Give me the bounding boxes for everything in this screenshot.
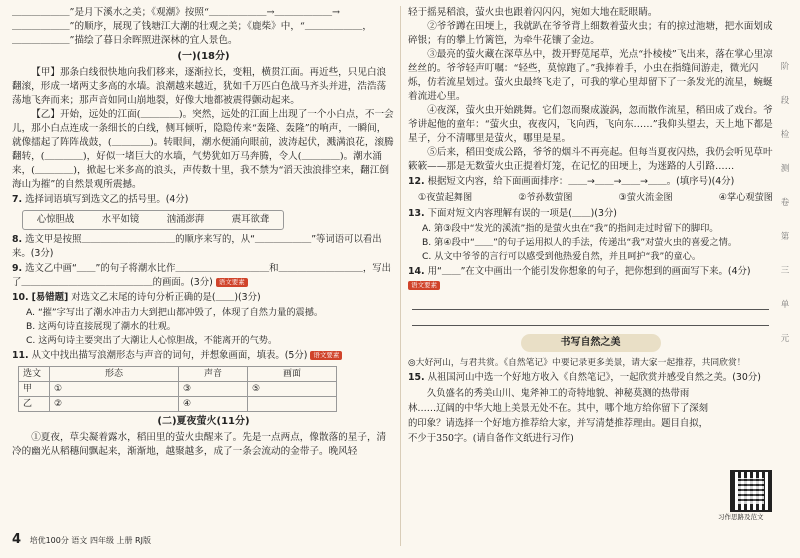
passage2-para-2: ②爷爷蹲在田埂上，我就趴在爷爷背上细数着萤火虫；有的掠过池塘，把水面划成碎银；有的攀上竹篱笆，为牵牛花镶了金边。 bbox=[408, 21, 773, 46]
q12-choice-2: ②爷孙数萤图 bbox=[518, 192, 573, 203]
intro-note: ◎大好河山，与君共赏。《自然笔记》中要记录更多美景，请大家一起推荐，共同欣赏！ bbox=[408, 358, 746, 368]
q13-option-b: B. 第④段中“＿＿”的句子运用拟人的手法，传递出“我”对萤火虫的喜爱之情。 bbox=[422, 237, 738, 248]
page-number: 4 bbox=[12, 532, 22, 547]
q10-option-c: C. 这两句诗主要突出了大潮让人心惊胆战，不能离开的气势。 bbox=[26, 335, 278, 346]
word-2: 水平如镜 bbox=[101, 214, 140, 225]
question-13: 13. 下面对短文内容理解有误的一项是(＿＿)(3分) bbox=[408, 208, 617, 219]
passage2-para-5: ⑤后来，稻田变成公路，爷爷的烟斗不再亮起。但每当夏夜闪热，我仍会听见草叶簌簌——那是无数萤火虫正提着灯笼，在记忆的田埂上，为迷路的人引路…… bbox=[408, 147, 773, 172]
footer-text: 培优100分 语文 四年级 上册 RJ版 bbox=[29, 536, 151, 545]
question-9: 9. 选文乙中画“＿＿”的句子将潮水比作＿＿＿＿＿＿＿＿＿＿和＿＿＿＿＿＿＿＿＿，写出了＿＿＿＿＿＿＿＿＿＿＿＿＿＿的画面。(3分) 语文要素 bbox=[12, 263, 392, 288]
question-15: 15. 从祖国河山中选一个好地方收入《自然笔记》，一起欣赏并感受自然之美。(30分) bbox=[408, 372, 761, 383]
column-divider bbox=[400, 6, 401, 546]
question-11-tag: 语文要素 bbox=[310, 351, 342, 360]
word-bank bbox=[22, 210, 284, 230]
passage2-para-1: ①夏夜，草尖凝着露水，稻田里的萤火虫醒来了。先是一点两点，像散落的星子，清冷的幽光从稻穗间飘起来，渐渐地，越聚越多，成了一条会流动的金带子。晚风轻 bbox=[12, 432, 387, 457]
question-10: 10. [易错题] 对选文乙末尾的诗句分析正确的是(＿＿)(3分) bbox=[12, 292, 261, 303]
question-14-tag: 语文要素 bbox=[408, 281, 440, 290]
answer-line-2[interactable] bbox=[412, 310, 769, 326]
q12-choice-1: ①夜萤起舞图 bbox=[418, 192, 473, 203]
section-banner: 书写自然之美 bbox=[521, 334, 661, 352]
question-7: 7. 选择词语填写到选文乙的括号里。(4分) bbox=[12, 194, 189, 205]
passage-yi: 【乙】开始，远处的江面(＿＿＿＿)。突然，远处的江面上出现了一个小白点，不一会儿，那小白点连成一条细长的白线，侧耳倾听，隐隐传来“轰隆、轰隆”的响声，一瞬间，就像擂起了阵阵战鼓，(＿＿＿＿)。转眼间，潮水便涌向眼前，波涛起伏，溅满浪花，滚腾翻转，(＿＿＿＿)，好似一堵巨大的水墙，气势犹如万马奔腾，令人(＿＿＿＿)。潮水涌来，(＿＿＿＿)，掀起七米多高的浪头，声传数十里，我不禁为“滔天浊浪排空来，翻江倒海山为摧”的自然景观所震撼。 bbox=[12, 109, 394, 190]
passage2-para-1-cont: 轻于摇晃稻浪，萤火虫也跟着闪闪闪，宛如大地在眨眼睛。 bbox=[408, 7, 658, 18]
question-8: 8. 选文甲是按照＿＿＿＿＿＿＿＿＿＿的顺序来写的，从“＿＿＿＿＿＿”等词语可以看出来。(3分) bbox=[12, 234, 382, 259]
intro-line-1: ＿＿＿＿＿＿”是月下溪水之美；《观潮》按照“＿＿＿＿＿＿→＿＿＿＿＿＿→ bbox=[12, 7, 341, 18]
answer-line-1[interactable] bbox=[412, 294, 769, 310]
q13-option-c: C. 从文中爷爷的言行可以感受到他热爱自然，并且呵护“我”的童心。 bbox=[422, 251, 702, 262]
passage2-para-4: ④夜深，萤火虫开始跳舞。它们忽而聚成漩涡，忽而散作流星，稻田成了戏台。爷爷讲起他的童年：“萤火虫，夜夜闪，飞向西，飞向东……”我仰头望去，天上地下都是星子，分不清哪里是萤火，哪里是星。 bbox=[408, 105, 773, 144]
table-row: 乙 ② ④ bbox=[19, 397, 337, 412]
answer-table bbox=[18, 366, 337, 412]
q10-option-b: B. 这两句诗直接展现了潮水的壮观。 bbox=[26, 321, 176, 332]
right-column bbox=[408, 6, 773, 446]
word-4: 震耳欲聋 bbox=[231, 214, 270, 225]
intro-line-2: ＿＿＿＿＿＿”的顺序，展现了钱塘江大潮的壮观之美；《鹿柴》中，“＿＿＿＿＿＿， bbox=[12, 21, 372, 32]
q15-body: 久负盛名的秀美山川、鬼斧神工的奇特地貌、神秘莫测的热带雨林……辽阔的中华大地上美景无处不在。其中，哪个地方给你留下了深刻的印象？请选择一个好地方推荐给大家，并写清楚推荐理由。题目自拟，不少于350字。(请自备作文纸进行习作) bbox=[408, 388, 709, 444]
qr-caption: 习作思路及范文 bbox=[718, 513, 764, 521]
table-header-row: 选文 形态 声音 画面 bbox=[19, 367, 337, 382]
side-label: 阶 段 检 测 卷 第 三 单 元 bbox=[780, 62, 790, 344]
passage2-para-3: ③最亮的萤火藏在深草丛中，拨开野苋尾草，光点“扑棱棱”飞出来，落在掌心里凉丝丝的。爷爷轻声叮嘱：“轻些，莫惊跑了。”我捧着手，小虫在指缝间游走，微光闪烁，仿若流星划过。萤火虫最终飞走了，可我的掌心里却留下了一条发光的流星，蜿蜒着流进心里。 bbox=[408, 49, 773, 102]
word-1: 心惊胆战 bbox=[36, 214, 75, 225]
q10-option-a: A. “摧”字写出了潮水冲击力大到把山都冲毁了，体现了自然力量的震撼。 bbox=[26, 307, 324, 318]
qr-code-icon[interactable] bbox=[730, 470, 772, 512]
table-row: 甲 ① ③ ⑤ bbox=[19, 382, 337, 397]
passage-jia: 【甲】那条白线很快地向我们移来，逐渐拉长，变粗，横贯江面。再近些，只见白浪翻滚，形成一堵两丈多高的水墙。浪潮越来越近，犹如千万匹白色战马齐头并进，浩浩荡荡地飞奔而来；那声音如同山崩地裂，好像大地都被震得颤动起来。 bbox=[12, 67, 387, 106]
q12-choices bbox=[418, 191, 773, 205]
q12-choice-4: ④掌心观萤图 bbox=[718, 192, 773, 203]
q12-choice-3: ③萤火流金图 bbox=[618, 192, 673, 203]
page-footer bbox=[12, 532, 151, 547]
intro-line-3: ＿＿＿＿＿＿”描绘了暮日余晖照进深林的宜人景色。 bbox=[12, 35, 238, 46]
question-12: 12. 根据短文内容，给下面画面排序：＿＿→＿＿→＿＿→＿＿。(填序号)(4分) bbox=[408, 176, 735, 187]
question-9-tag: 语文要素 bbox=[216, 278, 248, 287]
question-14: 14. 用“＿＿”在文中画出一个能引发你想象的句子，把你想到的画面写下来。(4分) 语文要素 bbox=[408, 266, 751, 289]
part2-title: (二)夏夜萤火(11分) bbox=[157, 416, 250, 427]
word-3: 汹涌澎湃 bbox=[166, 214, 205, 225]
left-column bbox=[12, 6, 395, 459]
q13-option-a: A. 第③段中“发光的溪流”指的是萤火虫在“我”的指间走过时留下的脚印。 bbox=[422, 223, 719, 234]
part1-title: (一)(18分) bbox=[177, 51, 230, 62]
question-11: 11. 从文中找出描写浪潮形态与声音的词句，并想象画面，填表。(5分) 语文要素 bbox=[12, 349, 395, 363]
